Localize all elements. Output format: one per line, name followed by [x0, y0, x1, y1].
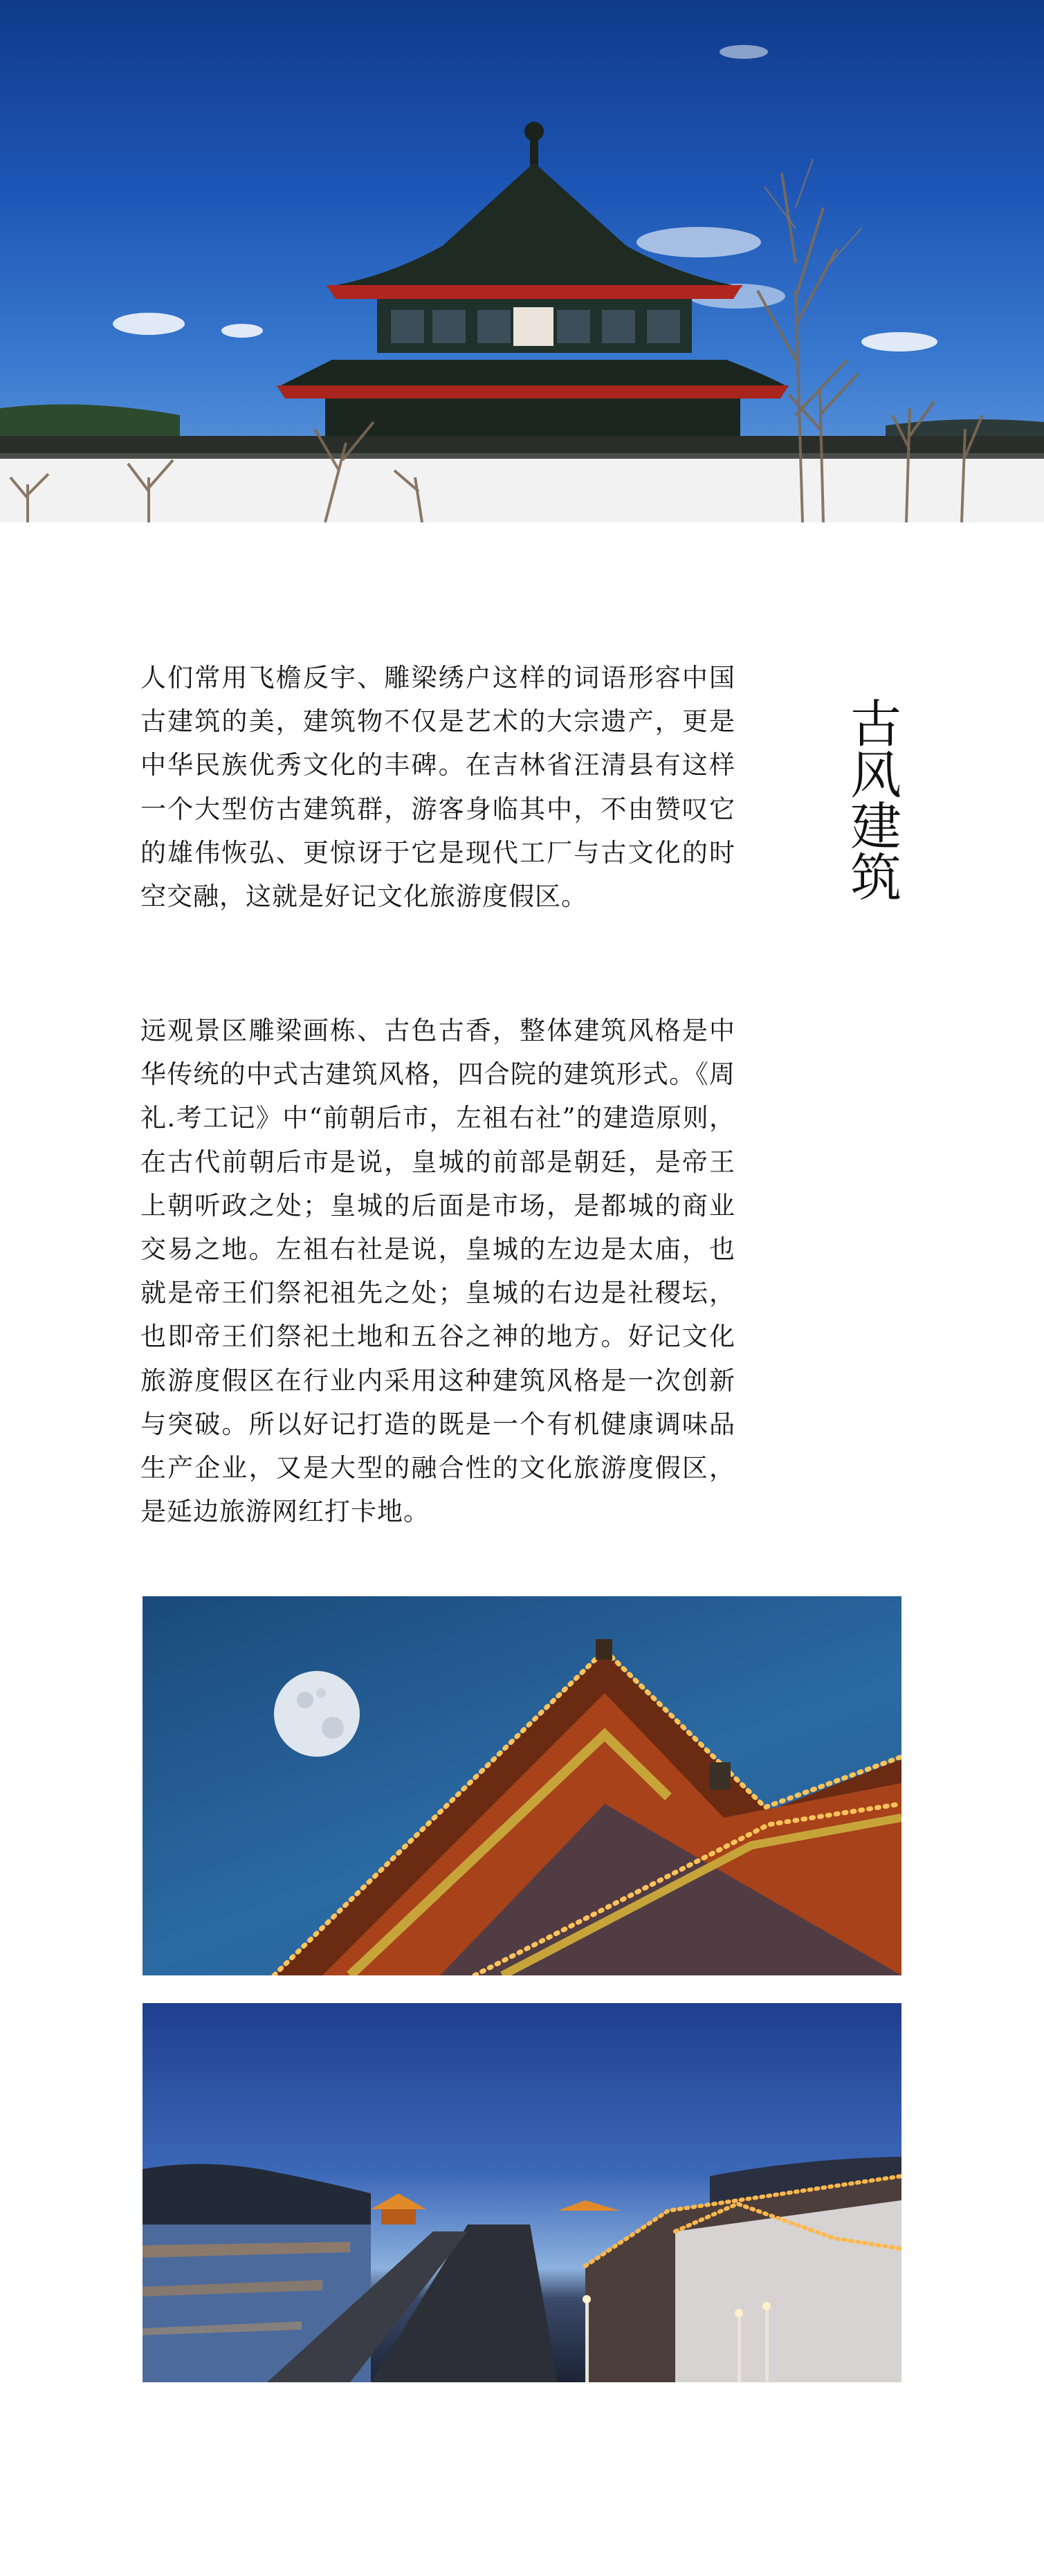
pavilion-illustration	[0, 0, 1044, 522]
eaves-illustration	[143, 1596, 901, 1975]
night-eaves-moon-photo	[143, 1596, 901, 1975]
title-char: 建	[842, 799, 901, 850]
resort-dusk-photo	[143, 2003, 901, 2382]
hero-pavilion-photo	[0, 0, 1044, 522]
vertical-title	[837, 643, 906, 955]
title-char: 古	[842, 697, 901, 748]
architecture-paragraph: 远观景区雕梁画栋、古色古香，整体建筑风格是中华传统的中式古建筑风格，四合院的建筑形式。《周礼.考工记》中“前朝后市，左祖右社”的建造原则，在古代前朝后市是说，皇城的前部是朝廷，是帝王上朝听政之处；皇城的后面是市场，是都城的商业交易之地。左祖右社是说，皇城的左边是太庙，也就是帝王们祭祀祖先之处；皇城的右边是社稷坛，也即帝王们祭祀土地和五谷之神的地方。好记文化旅游度假区在行业内采用这种建筑风格是一次创新与突破。所以好记打造的既是一个有机健康调味品生产企业，又是大型的融合性的文化旅游度假区，是延边旅游网红打卡地。	[140, 1016, 735, 1527]
title-char: 筑	[842, 850, 901, 902]
resort-illustration	[143, 2003, 901, 2382]
title-char: 风	[842, 748, 901, 799]
intro-paragraph: 人们常用飞檐反宇、雕梁绣户这样的词语形容中国古建筑的美，建筑物不仅是艺术的大宗遗产，更是中华民族优秀文化的丰碑。在吉林省汪清县有这样一个大型仿古建筑群，游客身临其中，不由赞叹它的雄伟恢弘、更惊讶于它是现代工厂与古文化的时空交融，这就是好记文化旅游度假区。	[140, 663, 735, 912]
